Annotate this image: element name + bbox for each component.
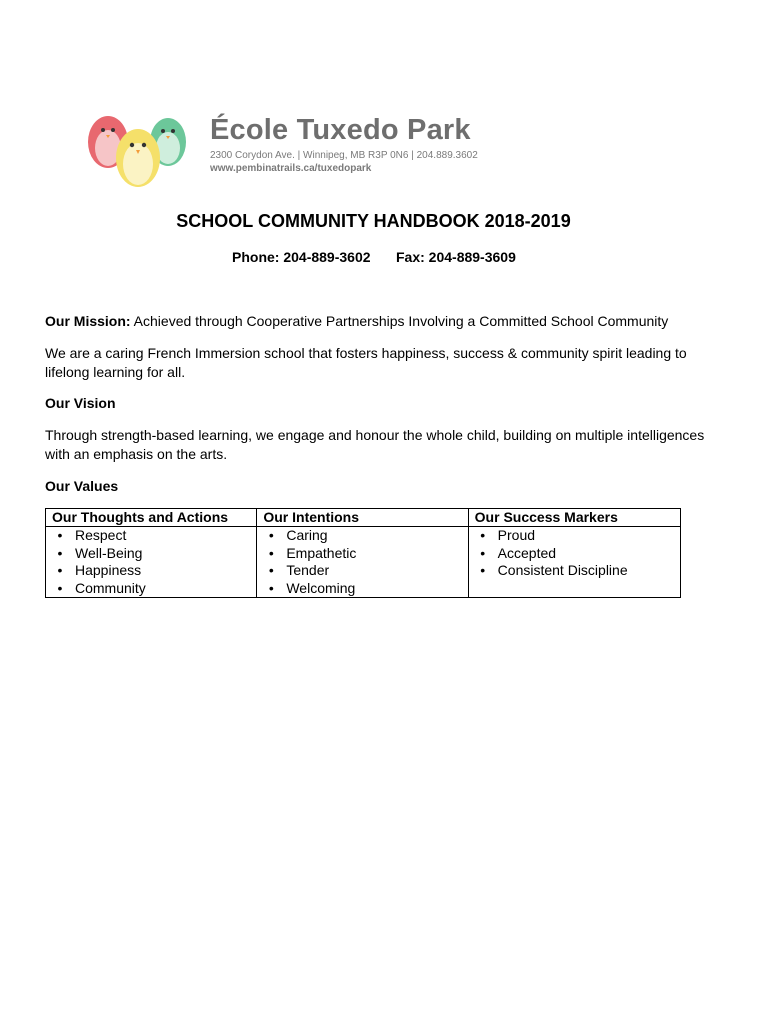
values-table-header-row [46,509,681,527]
bullet-icon: • [480,544,486,561]
bullet-icon: • [268,527,274,543]
values-table-row [46,527,681,598]
list-item: • Proud [475,527,674,545]
bullet-icon: • [480,527,486,543]
mission-statement [45,312,715,331]
vision-paragraph: Through strength-based learning, we engage and honour the whole child, building on multiple intelligences with an emphasis on the arts. [45,427,705,462]
intro-paragraph: We are a caring French Immersion school that fosters happiness, success & community spirit leading to lifelong learning for all. [45,345,687,380]
success-markers-list [475,527,674,580]
intentions-list [263,527,461,597]
intentions-column [257,527,468,598]
list-item: • Empathetic [263,545,461,563]
list-item: • Tender [263,562,461,580]
bullet-icon: • [268,562,274,578]
list-item: • Welcoming [263,580,461,598]
bullet-icon: • [480,562,486,578]
thoughts-list [52,527,250,597]
phone-number: Phone: 204-889-3602 [232,249,371,265]
list-item: • Well-Being [52,545,250,563]
list-item: • Accepted [475,545,674,563]
bullet-icon: • [57,527,63,543]
school-address: 2300 Corydon Ave. | Winnipeg, MB R3P 0N6 | 204.889.3602 [210,150,478,161]
vision-heading: Our Vision [45,395,116,411]
fax-number: Fax: 204-889-3609 [396,249,516,265]
list-item: • Consistent Discipline [475,562,674,580]
bullet-icon: • [57,562,63,578]
list-item: • Caring [263,527,461,545]
school-logo [84,100,484,196]
column-header-success: Our Success Markers [468,509,680,527]
values-table [45,508,681,598]
list-item: • Respect [52,527,250,545]
column-header-intentions: Our Intentions [257,509,468,527]
page-title: SCHOOL COMMUNITY HANDBOOK 2018-2019 [176,211,571,231]
penguins-logo-icon [84,100,194,192]
mission-text: Achieved through Cooperative Partnerships Involving a Committed School Community [130,313,669,329]
thoughts-column [46,527,257,598]
list-item: • Happiness [52,562,250,580]
bullet-icon: • [268,544,274,561]
column-header-thoughts: Our Thoughts and Actions [46,509,257,527]
bullet-icon: • [57,544,63,561]
bullet-icon: • [268,579,274,596]
values-heading: Our Values [45,478,119,494]
mission-label: Our Mission: [45,313,131,329]
bullet-icon: • [57,579,63,596]
success-markers-column [468,527,680,598]
school-website: www.pembinatrails.ca/tuxedopark [210,163,372,174]
list-item: • Community [52,580,250,598]
school-name: École Tuxedo Park [210,114,471,146]
